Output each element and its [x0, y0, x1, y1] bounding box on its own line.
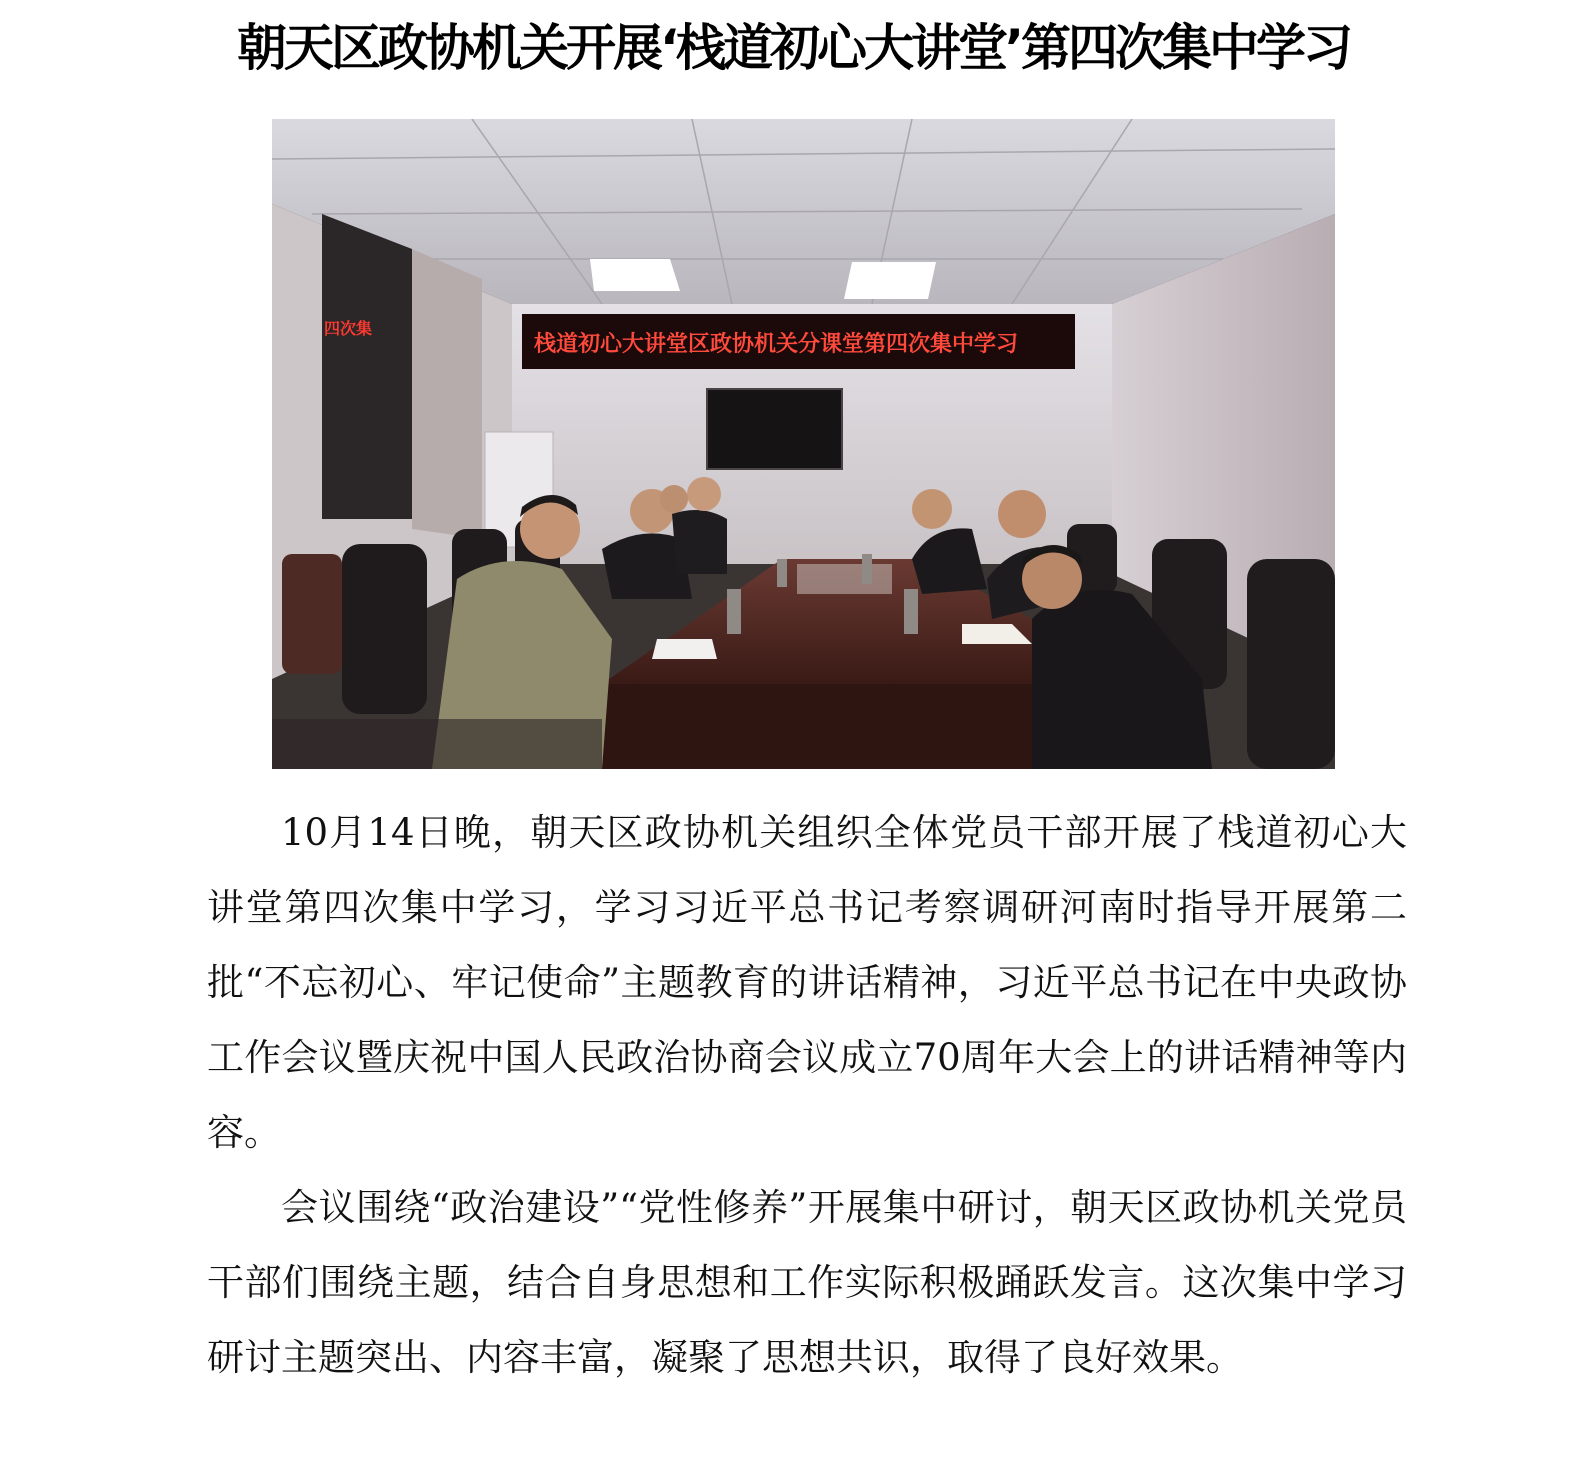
table-reflection — [797, 564, 892, 594]
ceiling-light — [844, 262, 936, 299]
meeting-photo-illustration — [272, 119, 1335, 769]
meeting-photo — [272, 119, 1335, 769]
ceiling-light — [590, 259, 680, 291]
page-title: 朝天区政协机关开展‘栈道初心大讲堂’第四次集中学习 — [237, 19, 1350, 77]
side-led-text: 四次集 — [324, 319, 373, 338]
paragraph: 10月14日晚，朝天区政协机关组织全体党员干部开展了栈道初心大讲堂第四次集中学习，学习习近平总书记考察调研河南时指导开展第二批“不忘初心、牢记使命”主题教育的讲话精神，习近平总书记在中央政协工作会议暨庆祝中国人民政治协商会议成立70周年大会上的讲话精神等内容。 — [207, 811, 1407, 1154]
led-banner-text: 栈道初心大讲堂区政协机关分课堂第四次集中学习 — [534, 332, 1019, 357]
paragraph: 会议围绕“政治建设”“党性修养”开展集中研讨，朝天区政协机关党员干部们围绕主题，结合自身思想和工作实际积极踊跃发言。这次集中学习研讨主题突出、内容丰富，凝聚了思想共识，取得了良好效果。 — [207, 1186, 1407, 1379]
curtain — [412, 249, 482, 539]
paper — [652, 639, 717, 659]
window — [322, 214, 412, 519]
television — [707, 389, 842, 469]
floor — [272, 719, 602, 769]
article-body — [207, 795, 1407, 1395]
